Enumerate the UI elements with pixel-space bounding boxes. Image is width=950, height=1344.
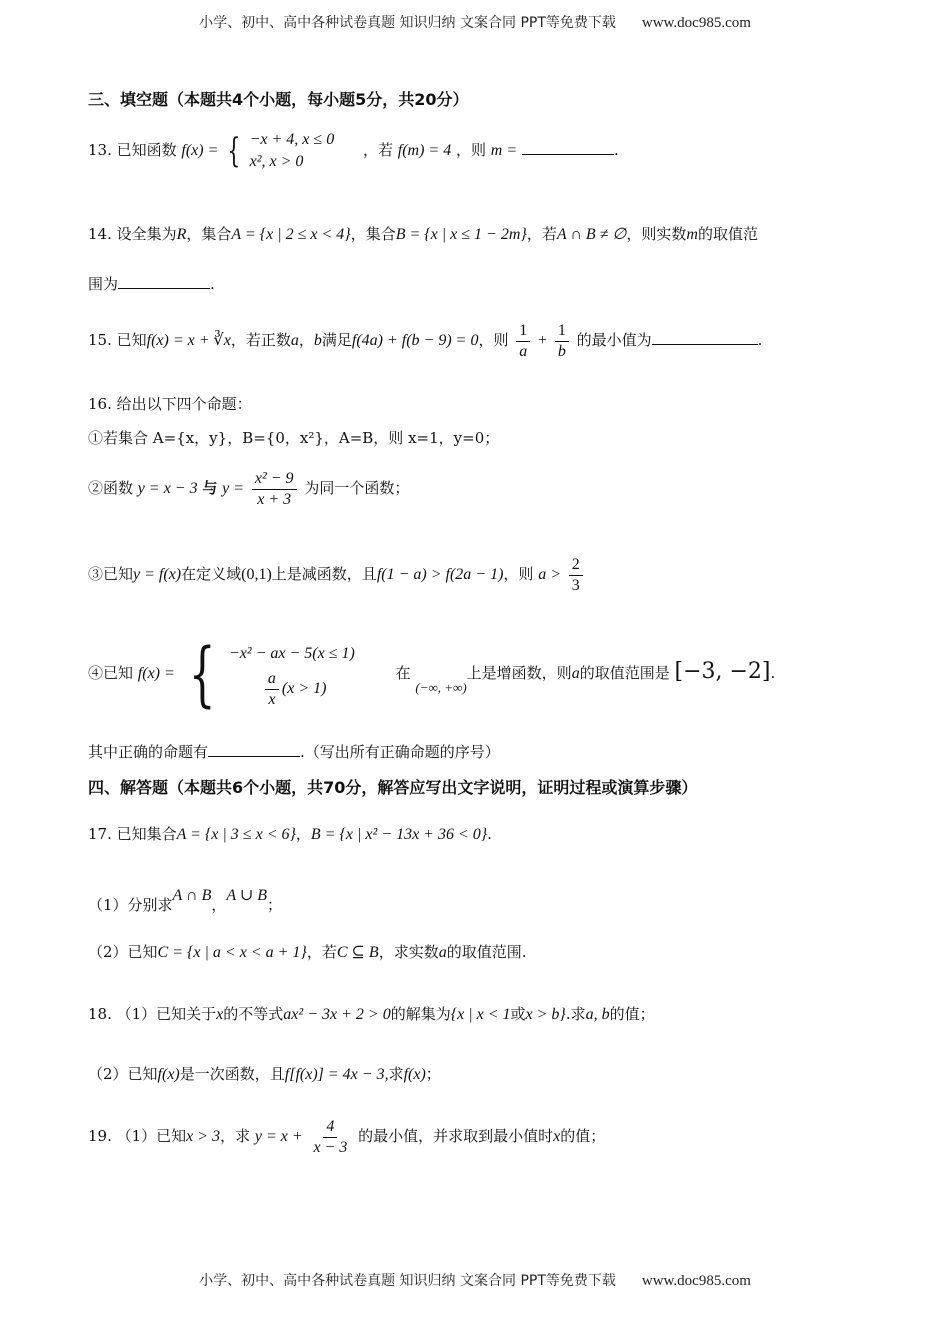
footer-text: 小学、初中、高中各种试卷真题 知识归纳 文案合同 PPT等免费下载 [199, 1273, 616, 1289]
question-17: 17. 已知集合A = {x | 3 ≤ x < 6}，B = {x | x² − 13x + 36 < 0}. [88, 825, 492, 843]
q13-cases: −x + 4, x ≤ 0 x², x > 0 [249, 131, 335, 170]
q16-p2-fraction: $\frac{\text{x² − 9}}{x + 3}$ [252, 469, 297, 510]
q15-frac-b: $\frac{1}{b}$ [555, 321, 569, 362]
question-13: 13. 已知函数 f(x) = { −x + 4, x ≤ 0 x², x > 0 ，若 f(m) = 4 ，则 m = . [88, 131, 619, 171]
header-text: 小学、初中、高中各种试卷真题 知识归纳 文案合同 PPT等免费下载 [199, 15, 616, 31]
q16-proposition-3: ③已知y = f(x)在定义域(0,1)上是减函数，且f(1 − a) > f(2a − 1)，则 a > $\frac{2}{3}$ [88, 546, 888, 603]
section-4-title: 四、解答题（本题共6个小题，共70分，解答应写出文字说明，证明过程或演算步骤） [88, 778, 698, 797]
question-18-part-1: 18. （1）已知关于x的不等式ax² − 3x + 2 > 0的解集为{x | x < 1或x > b}.求a, b的值； [88, 1005, 655, 1023]
question-15: 15. 已知f(x) = x + ∛x，若正数a，b满足f(4a) + f(b − 9) = 0，则 $\frac{1}{a}$ + $\frac{1}{b}$ 的最小值为 . [88, 321, 763, 360]
page-footer [0, 1270, 950, 1290]
question-16-title: 16. 给出以下四个命题： [88, 395, 252, 413]
q16-proposition-1: ①若集合 A={x，y}，B={0，x²}，A=B，则 x=1，y=0； [88, 429, 500, 447]
question-19: 19. （1）已知x > 3，求 y = x + $\frac{4}{x - 3}$ 的最小值，并求取到最小值时x的值； [88, 1117, 606, 1156]
q16-p4-cases: −x² − ax − 5(x ≤ 1) $\frac{a}{x}$ (x > 1) [228, 644, 355, 708]
q13-answer-blank[interactable] [522, 140, 614, 155]
q16-answer-line: 其中正确的命题有 .（写出所有正确命题的序号） [88, 743, 500, 761]
question-14-line-2: 围为 . [88, 275, 215, 293]
question-14: 14. 设全集为R，集合A = {x | 2 ≤ x < 4}，集合B = {x | x ≤ 1 − 2m}，若A ∩ B ≠ ∅，则实数m的取值范 [88, 225, 758, 243]
q14-answer-blank[interactable] [118, 274, 210, 289]
q16-proposition-2: ②函数 y = x − 3 与 y = $\frac{\text{x² − 9}}{x + 3}$ 为同一个函数； [88, 469, 410, 508]
q16-answer-blank[interactable] [208, 742, 300, 757]
q15-frac-a: $\frac{1}{a}$ [516, 321, 530, 362]
q16-proposition-4: ④已知 f(x) = { −x² − ax − 5(x ≤ 1) $\frac{a}{x}$ (x > 1) 在 (−∞, +∞)上是增函数，则a的取值范围是 [−3, −2]. [88, 633, 776, 715]
q19-fraction: $\frac{4}{x - 3}$ [313, 1117, 348, 1156]
q15-answer-blank[interactable] [652, 330, 758, 345]
q17-part-1: （1）分别求A ∩ B，A ∪ B； [88, 887, 283, 914]
q17-part-2: （2）已知C = {x | a < x < a + 1}，若C ⊆ B，求实数a的取值范围. [88, 943, 527, 961]
q16-p3-fraction: $\frac{2}{3}$ [569, 555, 583, 596]
page-header [0, 12, 950, 32]
section-3-title: 三、填空题（本题共4个小题，每小题5分，共20分） [88, 90, 469, 109]
footer-url[interactable]: www.doc985.com [641, 1273, 751, 1289]
header-url[interactable]: www.doc985.com [641, 15, 751, 31]
question-18-part-2: （2）已知f(x)是一次函数，且f[f(x)] = 4x − 3,求f(x)； [88, 1065, 441, 1083]
